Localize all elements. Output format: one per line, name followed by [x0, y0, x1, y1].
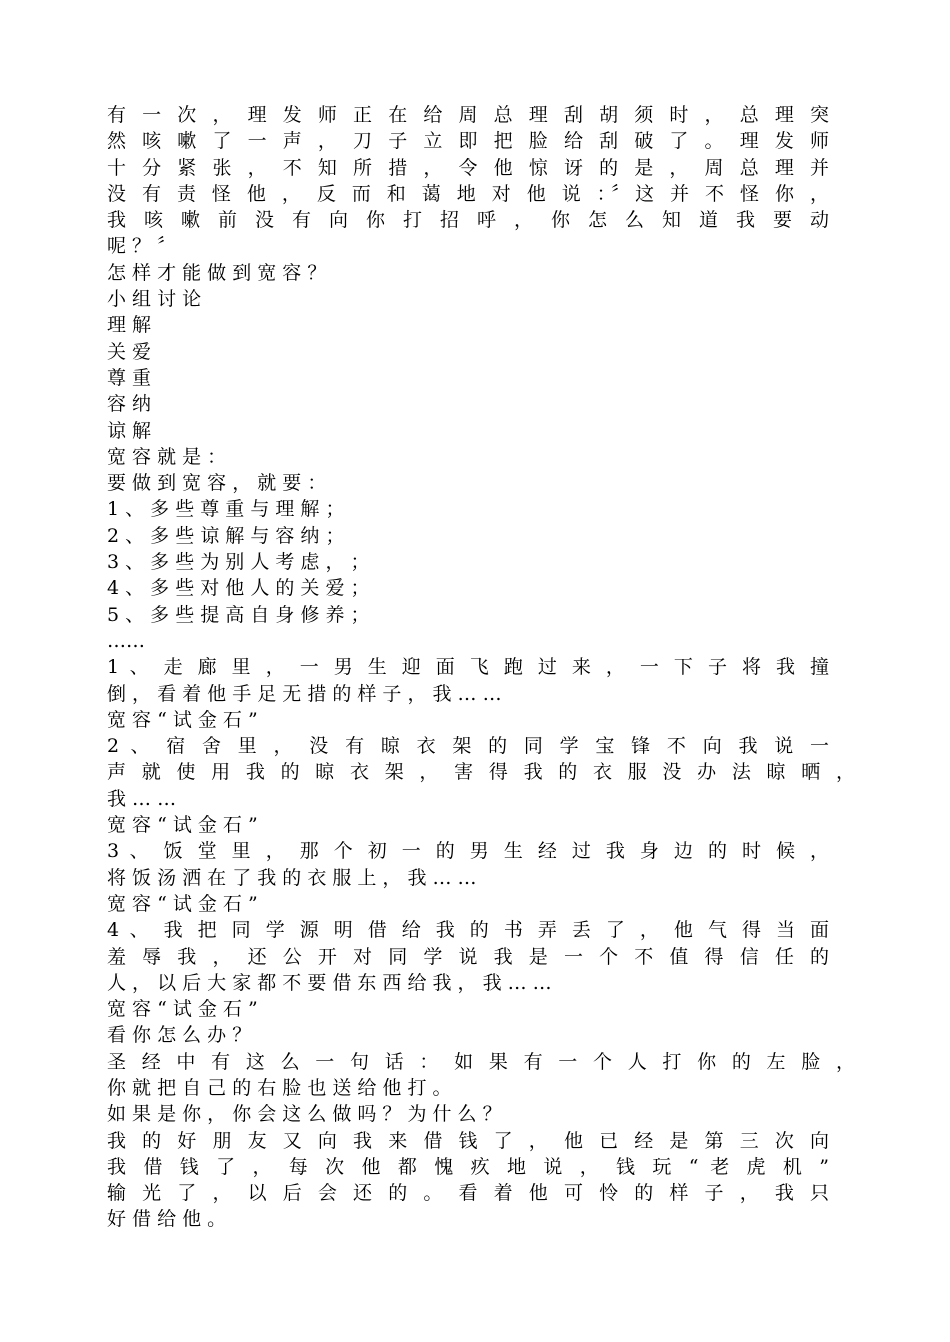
keyword-item: 谅 解	[107, 419, 152, 442]
question-line: 如 果 是 你 ， 你 会 这 么 做 吗 ？ 为 什 么 ？	[107, 1103, 502, 1126]
story-line: 我 的 好 朋 友 又 向 我 来 借 钱 了 ， 他 已 经 是 第 三 次 向	[107, 1129, 829, 1152]
keyword-item: 容 纳	[107, 393, 152, 416]
scenario-line: 倒 ， 看 着 他 手 足 无 措 的 样 子 ， 我 … …	[107, 682, 502, 705]
keyword-item: 尊 重	[107, 366, 152, 389]
list-item: 1 、 多 些 尊 重 与 理 解 ；	[107, 498, 345, 521]
scenario-line: 声 就 使 用 我 的 晾 衣 架 ， 害 得 我 的 衣 服 没 办 法 晾 晒 ，	[107, 761, 855, 784]
scenario-line: 我 … …	[107, 787, 177, 810]
keyword-item: 关 爱	[107, 340, 152, 363]
definition-line: 宽 容 就 是 ：	[107, 445, 227, 468]
list-item: 5 、 多 些 提 高 自 身 修 养 ；	[107, 603, 370, 626]
quote-line: 圣 经 中 有 这 么 一 句 话 ： 如 果 有 一 个 人 打 你 的 左 脸 ，	[107, 1050, 855, 1073]
story-line: 然 咳 嗽 了 一 声 ， 刀 子 立 即 把 脸 给 刮 破 了 。 理 发 师	[107, 130, 829, 153]
touchstone-label: 宽 容 “ 试 金 石 ”	[107, 998, 258, 1021]
ellipsis-line: ……	[107, 629, 145, 652]
story-line: 好 借 给 他 。	[107, 1208, 227, 1231]
quote-line: 你 就 把 自 己 的 右 脸 也 送 给 他 打 。	[107, 1076, 452, 1099]
list-item: 4 、 多 些 对 他 人 的 关 爱 ；	[107, 577, 370, 600]
keyword-item: 理 解	[107, 314, 152, 337]
story-line: 我 咳 嗽 前 没 有 向 你 打 招 呼 ， 你 怎 么 知 道 我 要 动	[107, 209, 829, 232]
question-heading: 怎 样 才 能 做 到 宽 容 ？	[107, 261, 327, 284]
question-line: 看 你 怎 么 办 ？	[107, 1024, 252, 1047]
list-item: 2 、 多 些 谅 解 与 容 纳 ；	[107, 524, 345, 547]
scenario-line: 3 、 饭 堂 里 ， 那 个 初 一 的 男 生 经 过 我 身 边 的 时 候 ，	[107, 840, 829, 863]
scenario-line: 人 ， 以 后 大 家 都 不 要 借 东 西 给 我 ， 我 … …	[107, 971, 552, 994]
document-body	[107, 102, 867, 1233]
scenario-line: 2 、 宿 舍 里 ， 没 有 晾 衣 架 的 同 学 宝 锋 不 向 我 说 一	[107, 735, 829, 758]
touchstone-label: 宽 容 “ 试 金 石 ”	[107, 814, 258, 837]
scenario-line: 羞 辱 我 ， 还 公 开 对 同 学 说 我 是 一 个 不 值 得 信 任 的	[107, 945, 829, 968]
story-line: 呢 ？ 〞	[107, 235, 177, 258]
touchstone-label: 宽 容 “ 试 金 石 ”	[107, 708, 258, 731]
list-item: 3 、 多 些 为 别 人 考 虑 ， ；	[107, 551, 370, 574]
scenario-line: 将 饭 汤 洒 在 了 我 的 衣 服 上 ， 我 … …	[107, 866, 477, 889]
definition-line: 要 做 到 宽 容 ， 就 要 ：	[107, 472, 327, 495]
story-line: 没 有 责 怪 他 ， 反 而 和 蔼 地 对 他 说 ：〞这 并 不 怪 你 ，	[107, 182, 829, 205]
story-line: 我 借 钱 了 ， 每 次 他 都 愧 疚 地 说 ， 钱 玩 “ 老 虎 机 ”	[107, 1155, 829, 1178]
story-line: 有 一 次 ， 理 发 师 正 在 给 周 总 理 刮 胡 须 时 ， 总 理 突	[107, 104, 829, 126]
section-label: 小 组 讨 论	[107, 288, 202, 311]
touchstone-label: 宽 容 “ 试 金 石 ”	[107, 892, 258, 915]
scenario-line: 1 、 走 廊 里 ， 一 男 生 迎 面 飞 跑 过 来 ， 一 下 子 将 我 撞	[107, 656, 829, 679]
story-line: 输 光 了 ， 以 后 会 还 的 。 看 着 他 可 怜 的 样 子 ， 我 只	[107, 1182, 829, 1205]
story-line: 十 分 紧 张 ， 不 知 所 措 ， 令 他 惊 讶 的 是 ， 周 总 理 并	[107, 156, 829, 179]
scenario-line: 4 、 我 把 同 学 源 明 借 给 我 的 书 弄 丢 了 ， 他 气 得 当 面	[107, 919, 829, 942]
